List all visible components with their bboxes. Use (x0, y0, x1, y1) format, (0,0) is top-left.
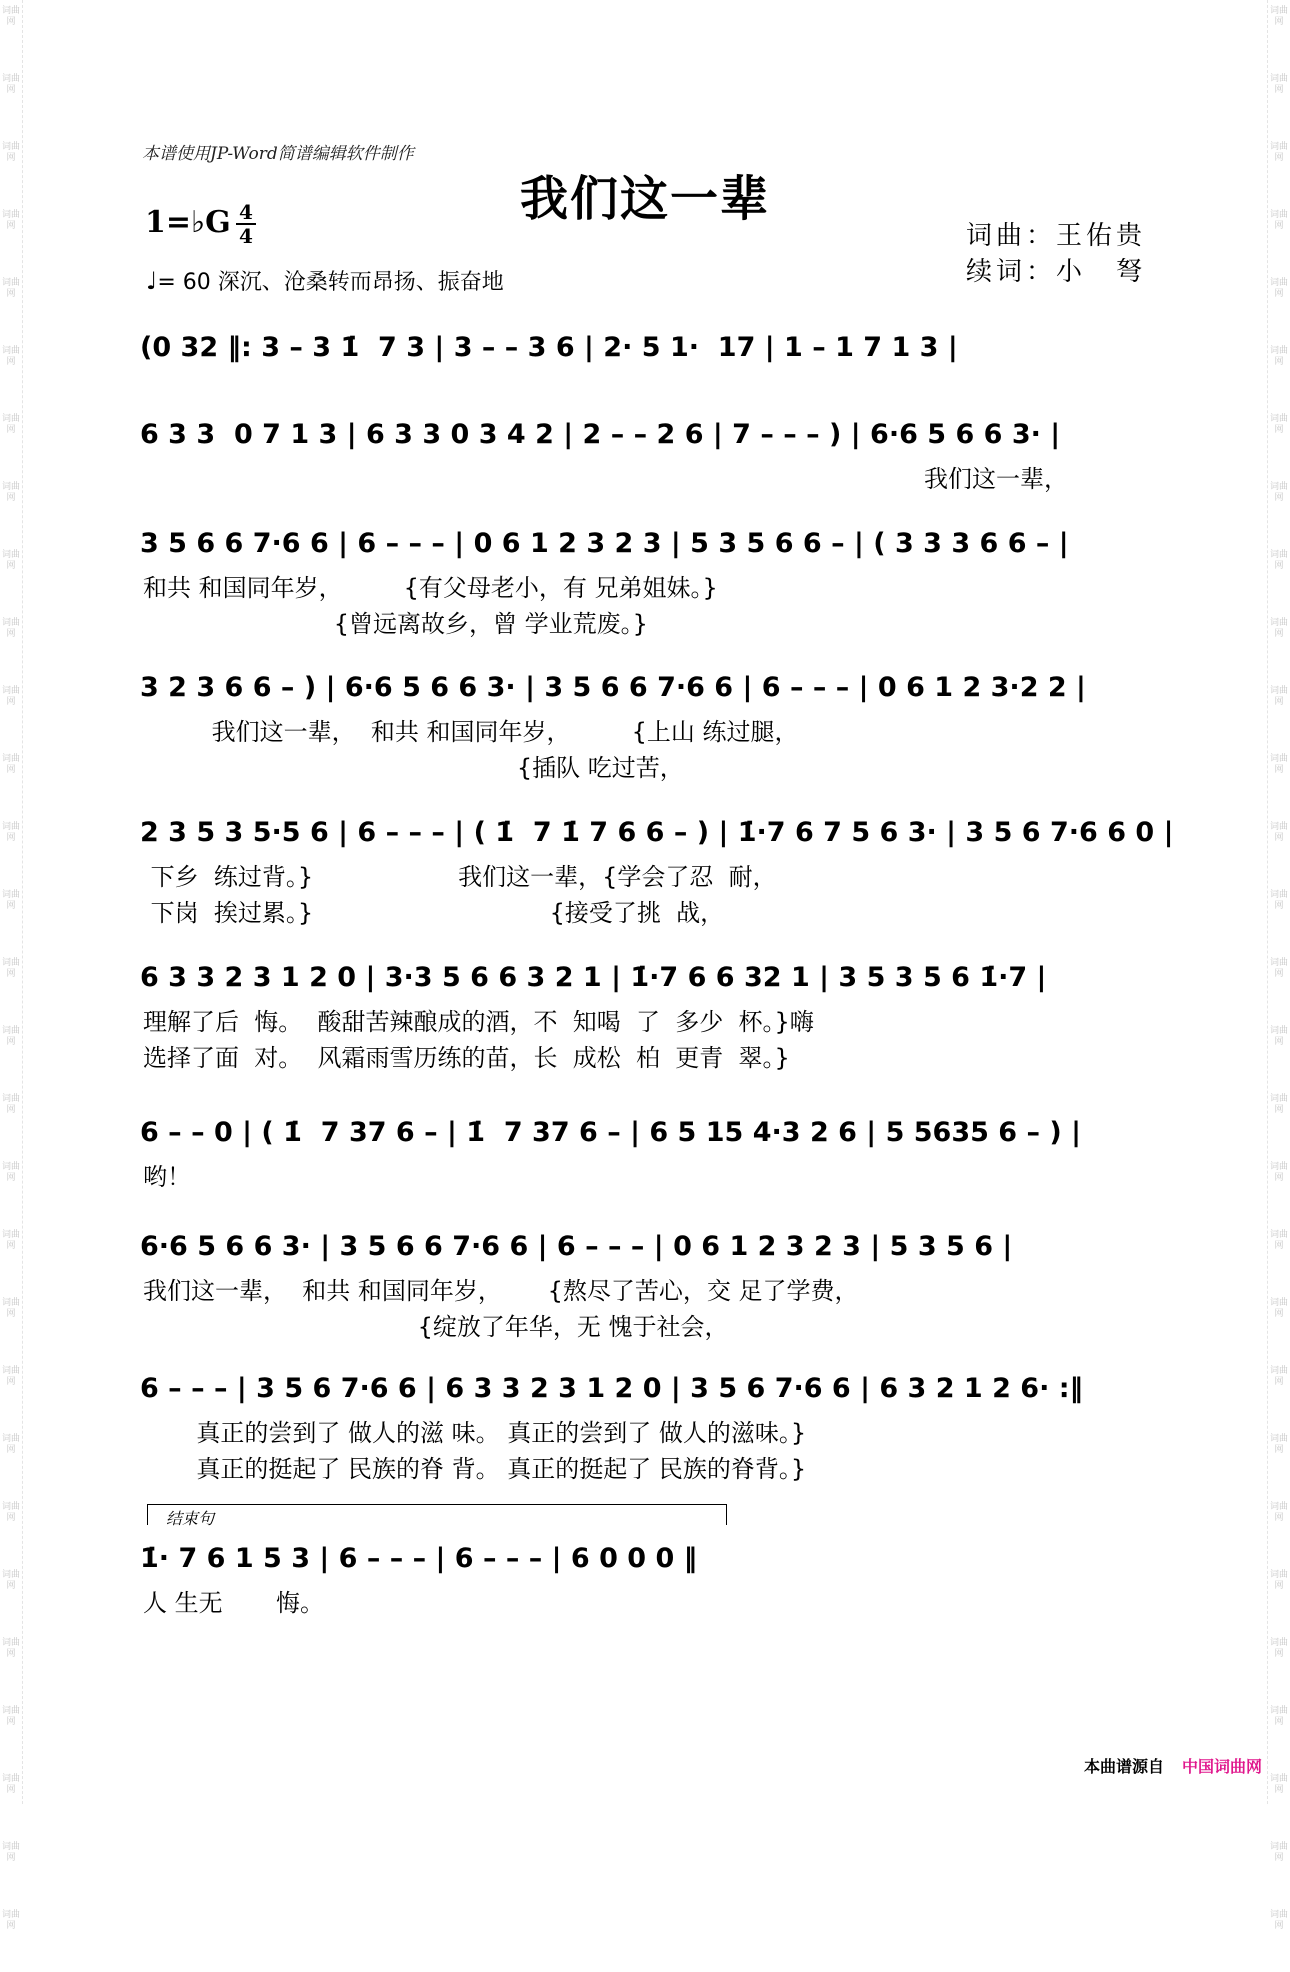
margin-watermark: 词曲网 (1, 1910, 20, 1931)
lyric-line: 选择了面 对。 风霜雨雪历练的苗，长 成松 柏 更青 翠。} (143, 1044, 790, 1072)
lyric-line: {绽放了年华，无 愧于社会， (143, 1313, 729, 1341)
margin-watermark: 词曲网 (1269, 6, 1288, 27)
margin-watermark: 词曲网 (1269, 1366, 1288, 1387)
margin-watermark: 词曲网 (1269, 958, 1288, 979)
margin-watermark: 词曲网 (1269, 1910, 1288, 1931)
key-signature: 1=♭G (145, 205, 231, 240)
margin-watermark: 词曲网 (1269, 414, 1288, 435)
margin-watermark: 词曲网 (1269, 210, 1288, 231)
composer-credit: 词曲：王佑贵 (966, 221, 1147, 251)
notation-row: 6 3 3 2 3 1 2 0 | 3·3 5 6 6 3 2 1 | 1̇·7 6 6 32 1 | 3 5 3 5 6 1̇·7 | (140, 962, 1047, 993)
notation-row: 6 – – 0 | ( 1̇ 7 37 6 – | 1̇ 7 37 6 – | 6 5 15 4·3 2 6 | 5 5635 6 – ) | (140, 1117, 1081, 1148)
margin-watermark: 词曲网 (1, 1026, 20, 1047)
margin-watermark: 词曲网 (1, 890, 20, 911)
margin-watermark: 词曲网 (1, 550, 20, 571)
margin-watermark: 词曲网 (1269, 278, 1288, 299)
margin-watermark: 词曲网 (1, 686, 20, 707)
song-title: 我们这一辈 (519, 171, 770, 227)
lyric-line: 我们这一辈， (924, 465, 1068, 493)
time-signature-bottom: 4 (239, 224, 253, 248)
notation-row: 6 3 3 0 7 1 3 | 6 3 3 0 3 4 2 | 2 – – 2 6 | 7 – – – ) | 6·6 5 6 6 3· | (140, 419, 1061, 450)
left-margin-strip (0, 0, 23, 1931)
margin-watermark: 词曲网 (1, 1094, 20, 1115)
margin-watermark: 词曲网 (1, 1434, 20, 1455)
lyric-line: 真正的尝到了 做人的滋 味。 真正的尝到了 做人的滋味。} (143, 1419, 807, 1447)
lyric-line: 真正的挺起了 民族的脊 背。 真正的挺起了 民族的脊背。} (143, 1455, 807, 1483)
source-footer (1084, 1754, 1262, 1777)
margin-watermark: 词曲网 (1269, 754, 1288, 775)
margin-watermark: 词曲网 (1269, 1638, 1288, 1659)
margin-watermark: 词曲网 (1269, 550, 1288, 571)
margin-watermark: 词曲网 (1269, 890, 1288, 911)
notation-row: 6 – – – | 3 5 6 7·6 6 | 6 3 3 2 3 1 2 0 | 3 5 6 7·6 6 | 6 3 2 1 2 6· :‖ (140, 1373, 1084, 1404)
margin-watermark: 词曲网 (1, 346, 20, 367)
margin-watermark: 词曲网 (1, 1842, 20, 1863)
margin-watermark: 词曲网 (1, 1298, 20, 1319)
margin-watermark: 词曲网 (1269, 346, 1288, 367)
lyric-line: 我们这一辈， 和共 和国同年岁， {熬尽了苦心，交 足了学费， (143, 1277, 859, 1305)
quarter-note-icon: ♩ (146, 267, 158, 295)
margin-watermark: 词曲网 (1, 1502, 20, 1523)
margin-watermark: 词曲网 (1, 6, 20, 27)
margin-watermark: 词曲网 (1269, 1230, 1288, 1251)
margin-watermark: 词曲网 (1, 1366, 20, 1387)
margin-watermark: 词曲网 (1, 822, 20, 843)
notation-row: 2 3 5 3 5·5 6 | 6 – – – | ( 1̇ 7 1̇ 7 6 6 – ) | 1̇·7 6 7 5 6 3· | 3 5 6 7·6 6 0 | (140, 817, 1174, 848)
lyric-line: 人 生无 悔。 (143, 1589, 325, 1617)
right-margin-strip (1267, 0, 1290, 1931)
margin-watermark: 词曲网 (1269, 1298, 1288, 1319)
margin-watermark: 词曲网 (1269, 1774, 1288, 1795)
margin-watermark: 词曲网 (1, 210, 20, 231)
source-text: 本曲谱源自 (1083, 1757, 1164, 1776)
margin-watermark: 词曲网 (1, 1774, 20, 1795)
notation-row: 3 2 3 6 6 – ) | 6·6 5 6 6 3· | 3 5 6 6 7·6 6 | 6 – – – | 0 6 1 2 3·2 2 | (140, 672, 1086, 703)
time-signature-top: 4 (239, 200, 253, 224)
lyric-line: 我们这一辈， 和共 和国同年岁， {上山 练过腿， (143, 718, 799, 746)
lyric-line: {曾远离故乡，曾 学业荒废。} (143, 610, 648, 638)
margin-watermark: 词曲网 (1269, 1570, 1288, 1591)
software-credit: 本谱使用JP-Word简谱编辑软件制作 (142, 144, 414, 164)
lyric-line: 和共 和国同年岁， {有父母老小，有 兄弟姐妹。} (143, 574, 718, 602)
margin-watermark: 词曲网 (1, 482, 20, 503)
margin-watermark: 词曲网 (1269, 1706, 1288, 1727)
margin-watermark: 词曲网 (1, 1570, 20, 1591)
margin-watermark: 词曲网 (1, 1638, 20, 1659)
lyric-line: 哟！ (143, 1163, 191, 1191)
margin-watermark: 词曲网 (1, 278, 20, 299)
margin-watermark: 词曲网 (1, 1706, 20, 1727)
tempo-marking (146, 265, 504, 296)
margin-watermark: 词曲网 (1, 754, 20, 775)
margin-watermark: 词曲网 (1269, 482, 1288, 503)
ending-label: 结束句 (166, 1509, 215, 1528)
margin-watermark: 词曲网 (1, 958, 20, 979)
notation-row: 3 5 6 6 7·6 6 | 6 – – – | 0 6 1 2 3 2 3 | 5 3 5 6 6 – | ( 3 3 3 6 6 – | (140, 528, 1069, 559)
margin-watermark: 词曲网 (1269, 142, 1288, 163)
lyric-line: {插队 吃过苦， (143, 754, 684, 782)
margin-watermark: 词曲网 (1269, 1026, 1288, 1047)
margin-watermark: 词曲网 (1, 414, 20, 435)
margin-watermark: 词曲网 (1269, 1162, 1288, 1183)
margin-watermark: 词曲网 (1269, 822, 1288, 843)
margin-watermark: 词曲网 (1269, 1094, 1288, 1115)
lyric-line: 下乡 练过背。} 我们这一辈，{学会了忍 耐， (143, 863, 777, 891)
margin-watermark: 词曲网 (1269, 1502, 1288, 1523)
extra-lyrics-credit: 续词：小 弩 (966, 257, 1147, 287)
margin-watermark: 词曲网 (1269, 686, 1288, 707)
time-signature (236, 202, 256, 246)
credits (966, 218, 1146, 290)
margin-watermark: 词曲网 (1, 618, 20, 639)
notation-row: 6·6 5 6 6 3· | 3 5 6 6 7·6 6 | 6 – – – | 0 6 1 2 3 2 3 | 5 3 5 6 | (140, 1231, 1013, 1262)
lyric-line: 理解了后 悔。 酸甜苦辣酿成的酒，不 知喝 了 多少 杯。}嗨 (143, 1008, 814, 1036)
margin-watermark: 词曲网 (1, 142, 20, 163)
ending-bracket (147, 1504, 727, 1525)
margin-watermark: 词曲网 (1269, 1434, 1288, 1455)
tempo-text: = 60 深沉、沧桑转而昂扬、振奋地 (157, 270, 504, 295)
notation-row: (0 32 ‖: 3 – 3 1̇ 7 3 | 3 – – 3 6 | 2· 5 1· 17 | 1 – 1 7 1 3 | (140, 332, 958, 363)
source-site: 中国词曲网 (1181, 1757, 1262, 1776)
notation-row: 1̇· 7 6 1 5 3 | 6 – – – | 6 – – – | 6 0 0 0 ‖ (140, 1543, 698, 1574)
margin-watermark: 词曲网 (1, 1230, 20, 1251)
margin-watermark: 词曲网 (1, 74, 20, 95)
margin-watermark: 词曲网 (1269, 74, 1288, 95)
margin-watermark: 词曲网 (1, 1162, 20, 1183)
lyric-line: 下岗 挨过累。} {接受了挑 战， (143, 899, 725, 927)
margin-watermark: 词曲网 (1269, 1842, 1288, 1863)
margin-watermark: 词曲网 (1269, 618, 1288, 639)
